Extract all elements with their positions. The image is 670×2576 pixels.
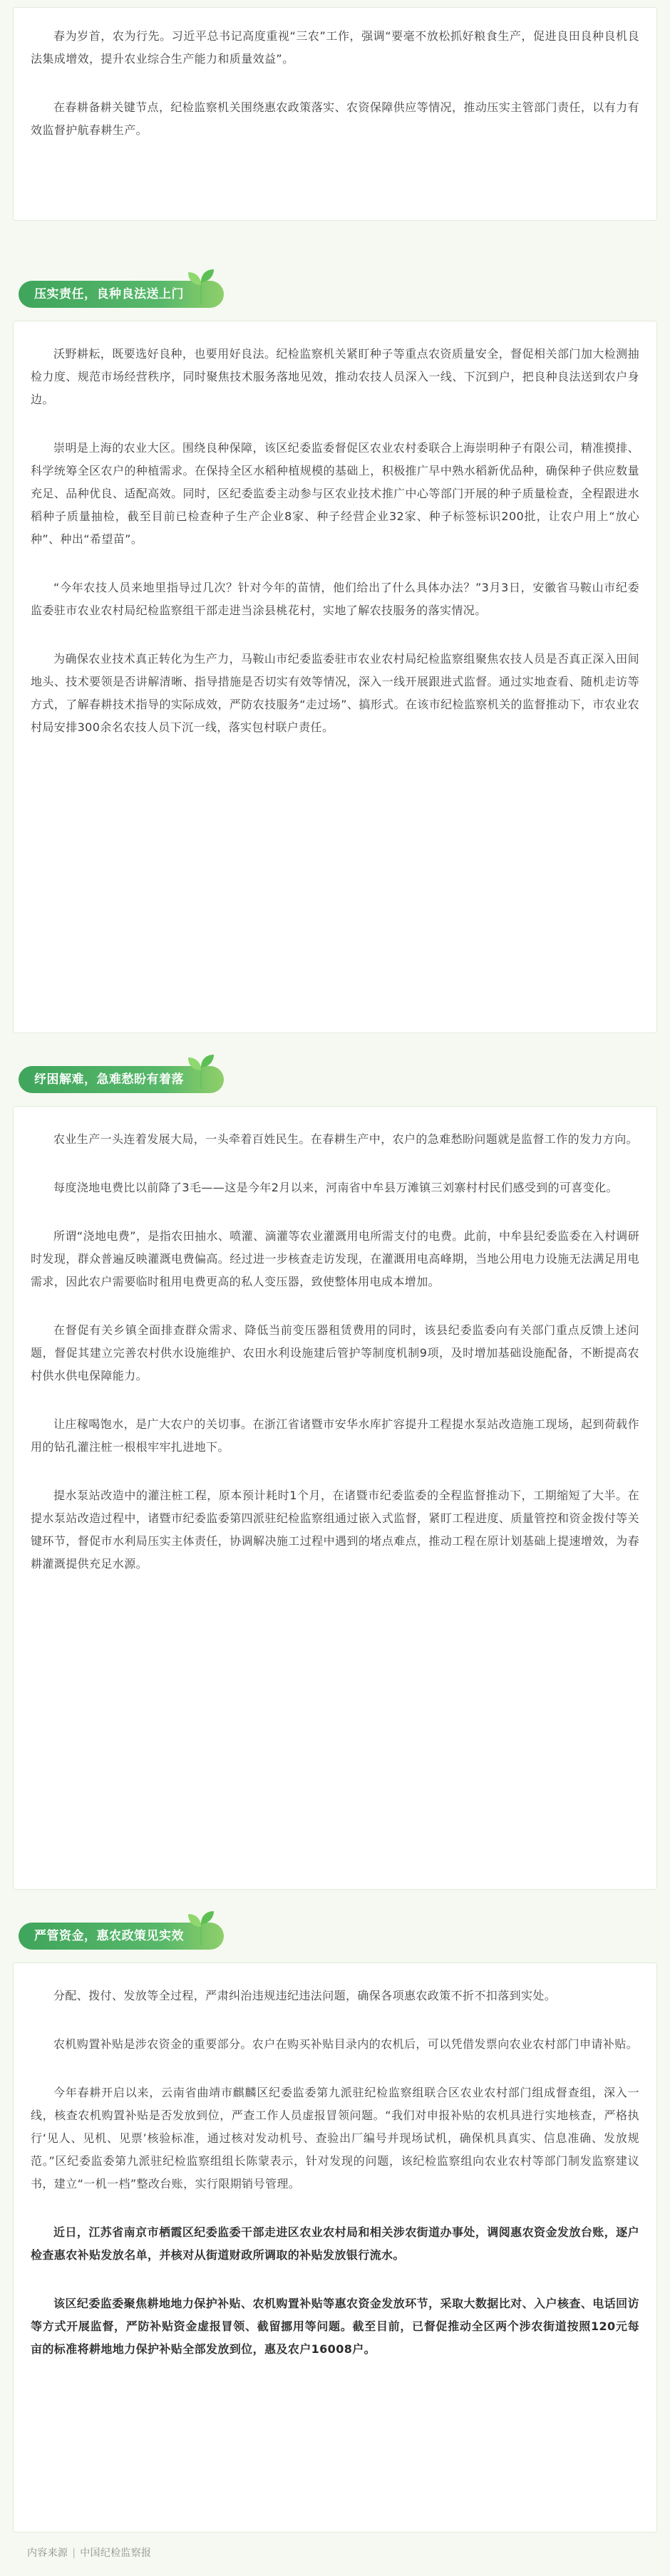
section-1-paragraph-2: 崇明是上海的农业大区。围绕良种保障，该区纪委监委督促区农业农村委联合上海崇明种子有限公司，精准摸排、科学统筹全区农户的种植需求。在保持全区水稻种植规模的基础上，积极推广早中熟水稻新优品种，确保种子供应数量充足、品种优良、适配高效。同时，区纪委监委主动参与区农业技术推广中心等部门开展的种子质量检查，全程跟进水稻种子质量抽检，截至目前已检查种子生产企业8家、种子经营企业32家、种子标签标识200批，让农户用上“放心种”、种出“希望苗”。 <box>31 441 639 546</box>
section-3-bold-paragraph-2: 该区纪委监委聚焦耕地地力保护补贴、农机购置补贴等惠农资金发放环节，采取大数据比对、入户核查、电话回访等方式开展监督，严防补贴资金虚报冒领、截留挪用等问题。截至目前，已督促推动全区两个涉农街道按照120元每亩的标准将耕地地力保护补贴全部发放到位，惠及农户16008户。 <box>31 2297 639 2356</box>
section-2-card <box>13 1106 657 1890</box>
section-1-paragraph-3: “今年农技人员来地里指导过几次？针对今年的苗情，他们给出了什么具体办法？”3月3日，安徽省马鞍山市纪委监委驻市农业农村局纪检监察组干部走进当涂县桃花村，实地了解农技服务的落实情况。 <box>31 581 639 617</box>
section-2-paragraph-5: 让庄稼喝饱水，是广大农户的关切事。在浙江省诸暨市安华水库扩容提升工程提水泵站改造施工现场，起到荷载作用的钻孔灌注桩一根根牢牢扎进地下。 <box>31 1417 639 1454</box>
section-2-title-pill <box>19 1066 224 1093</box>
source-separator: | <box>72 2547 76 2559</box>
section-1-paragraph-1: 沃野耕耘，既要选好良种，也要用好良法。纪检监察机关紧盯种子等重点农资质量安全，督促相关部门加大检测抽检力度、规范市场经营秩序，同时聚焦技术服务落地见效，推动农技人员深入一线、下沉到户，把良种良法送到农户身边。 <box>31 347 639 406</box>
section-3-paragraph-3: 今年春耕开启以来，云南省曲靖市麒麟区纪委监委第九派驻纪检监察组联合区农业农村部门组成督查组，深入一线，核查农机购置补贴是否发放到位，严查工作人员虚报冒领问题。“我们对申报补贴的农机具进行实地核查，严格执行‘见人、见机、见票’核验标准，通过核对发动机号、查验出厂编号并现场试机，确保机具真实、信息准确、发放规范。”区纪委监委第九派驻纪检监察组组长陈蒙表示，针对发现的问题，该纪检监察组向农业农村等部门制发监察建议书，建立“一机一档”整改台账，实行限期销号管理。 <box>31 2086 639 2190</box>
section-3-card <box>13 1962 657 2533</box>
intro-paragraph-1: 春为岁首，农为行先。习近平总书记高度重视“三农”工作，强调“要毫不放松抓好粮食生产，促进良田良种良机良法集成增效，提升农业综合生产能力和质量效益”。 <box>31 29 639 66</box>
section-1-header <box>13 275 657 315</box>
sprout-icon <box>185 268 217 304</box>
section-3-title: 严管资金，惠农政策见实效 <box>34 1929 184 1943</box>
section-2-paragraph-6: 提水泵站改造中的灌注桩工程，原本预计耗时1个月，在诸暨市纪委监委的全程监督推动下，工期缩短了大半。在提水泵站改造过程中，诸暨市纪委监委第四派驻纪检监察组通过嵌入式监督，紧盯工程进度、质量管控和资金拨付等关键环节，督促市水利局压实主体责任，协调解决施工过程中遇到的堵点难点，推动工程在原计划基础上提速增效，为春耕灌溉提供充足水源。 <box>31 1489 639 1571</box>
sprout-icon <box>185 1910 217 1945</box>
intro-paragraph-2: 在春耕备耕关键节点，纪检监察机关围绕惠农政策落实、农资保障供应等情况，推动压实主管部门责任，以有力有效监督护航春耕生产。 <box>31 100 639 137</box>
source-label: 内容来源 <box>27 2547 68 2559</box>
section-3-paragraph-2: 农机购置补贴是涉农资金的重要部分。农户在购买补贴目录内的农机后，可以凭借发票向农业农村部门申请补贴。 <box>53 2037 639 2051</box>
section-1-card <box>13 321 657 1033</box>
section-2-header <box>13 1060 657 1100</box>
section-3-header <box>13 1917 657 1957</box>
sprout-icon <box>185 1053 217 1089</box>
section-3-paragraph-1: 分配、拨付、发放等全过程，严肃纠治违规违纪违法问题，确保各项惠农政策不折不扣落到实处。 <box>53 1989 557 2002</box>
section-3-bold-paragraph-1: 近日，江苏省南京市栖霞区纪委监委干部走进区农业农村局和相关涉农街道办事处，调阅惠农资金发放台账，逐户检查惠农补贴发放名单，并核对从街道财政所调取的补贴发放银行流水。 <box>31 2225 639 2262</box>
section-2-paragraph-1: 农业生产一头连着发展大局，一头牵着百姓民生。在春耕生产中，农户的急难愁盼问题就是监督工作的发力方向。 <box>53 1132 639 1146</box>
section-1-title-pill <box>19 281 224 308</box>
section-1-paragraph-4: 为确保农业技术真正转化为生产力，马鞍山市纪委监委驻市农业农村局纪检监察组聚焦农技人员是否真正深入田间地头、技术要领是否讲解清晰、指导措施是否切实有效等情况，深入一线开展跟进式监督。通过实地查看、随机走访等方式，了解春耕技术指导的实际成效，严防农技服务“走过场”、搞形式。在该市纪检监察机关的监督推动下，市农业农村局安排300余名农技人员下沉一线，落实包村联户责任。 <box>31 652 639 734</box>
intro-card <box>13 7 657 221</box>
section-2-paragraph-3: 所谓“浇地电费”，是指农田抽水、喷灌、滴灌等农业灌溉用电所需支付的电费。此前，中牟县纪委监委在入村调研时发现，群众普遍反映灌溉电费偏高。经过进一步核查走访发现，在灌溉用电高峰期，当地公用电力设施无法满足用电需求，因此农户需要临时租用电费更高的私人变压器，致使整体用电成本增加。 <box>31 1229 639 1288</box>
source-name: 中国纪检监察报 <box>80 2547 152 2559</box>
section-3-title-pill <box>19 1923 224 1950</box>
section-2-paragraph-4: 在督促有关乡镇全面排查群众需求、降低当前变压器租赁费用的同时，该县纪委监委向有关部门重点反馈上述问题，督促其建立完善农村供水设施维护、农田水利设施建后管护等制度机制9项，及时增加基础设施配备，不断提高农村供水供电保障能力。 <box>31 1323 639 1382</box>
source-footer <box>27 2545 151 2560</box>
section-1-title: 压实责任，良种良法送上门 <box>34 287 184 301</box>
section-2-title: 纾困解难，急难愁盼有着落 <box>34 1072 184 1087</box>
section-2-paragraph-2: 每度浇地电费比以前降了3毛——这是今年2月以来，河南省中牟县万滩镇三刘寨村村民们感受到的可喜变化。 <box>53 1181 618 1194</box>
